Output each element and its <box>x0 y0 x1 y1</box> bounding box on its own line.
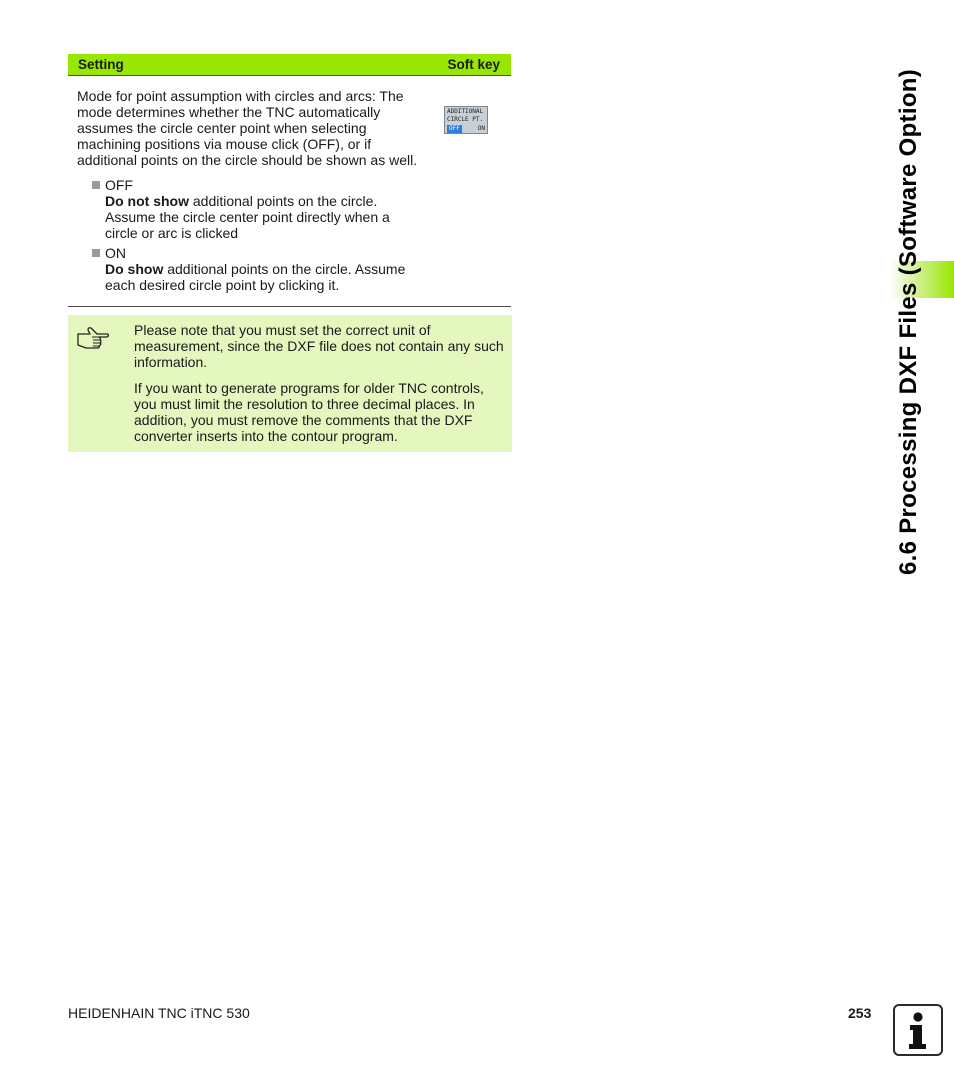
settings-table <box>68 54 511 307</box>
header-setting: Setting <box>78 56 124 72</box>
header-softkey: Soft key <box>447 56 500 72</box>
option-list <box>68 177 511 293</box>
option-bold: Do show <box>105 261 164 277</box>
note-box <box>68 315 512 452</box>
section-title: 6.6 Processing DXF Files (Software Option) <box>895 68 922 575</box>
setting-description: Mode for point assumption with circles and arcs: The mode determines whether the TNC automatically assumes the circle center point when selecting machining positions via mouse click (OFF), or if additional points on the circle should be shown as well. <box>77 88 418 168</box>
info-icon <box>893 1004 943 1056</box>
option-rest: additional points on the circle. Assume the circle center point directly when a circle or arc is clicked <box>105 193 390 241</box>
softkey-line1: ADDITIONAL <box>447 108 484 115</box>
option-text <box>105 261 425 293</box>
option-bold: Do not show <box>105 193 189 209</box>
table-row <box>68 76 511 307</box>
softkey-line2: CIRCLE PT. <box>447 116 484 123</box>
bullet-square-icon <box>92 249 100 257</box>
footer-product: HEIDENHAIN TNC iTNC 530 <box>68 1005 250 1021</box>
option-text <box>105 193 425 241</box>
additional-circle-pt-softkey[interactable] <box>444 106 488 134</box>
page-number: 253 <box>848 1005 872 1021</box>
pointing-hand-icon <box>76 325 110 351</box>
list-item <box>68 245 425 293</box>
bullet-square-icon <box>92 181 100 189</box>
list-item <box>68 177 425 241</box>
note-paragraph: Please note that you must set the correct unit of measurement, since the DXF file does not contain any such information. <box>134 322 504 370</box>
option-rest: additional points on the circle. Assume each desired circle point by clicking it. <box>105 261 406 293</box>
softkey-on: ON <box>477 125 485 132</box>
option-label: OFF <box>105 177 133 193</box>
note-paragraph: If you want to generate programs for older TNC controls, you must limit the resolution to three decimal places. In addition, you must remove the comments that the DXF converter inserts into the contour program. <box>134 380 484 444</box>
table-header <box>68 54 511 76</box>
softkey-off: OFF <box>449 125 460 132</box>
option-label: ON <box>105 245 126 261</box>
